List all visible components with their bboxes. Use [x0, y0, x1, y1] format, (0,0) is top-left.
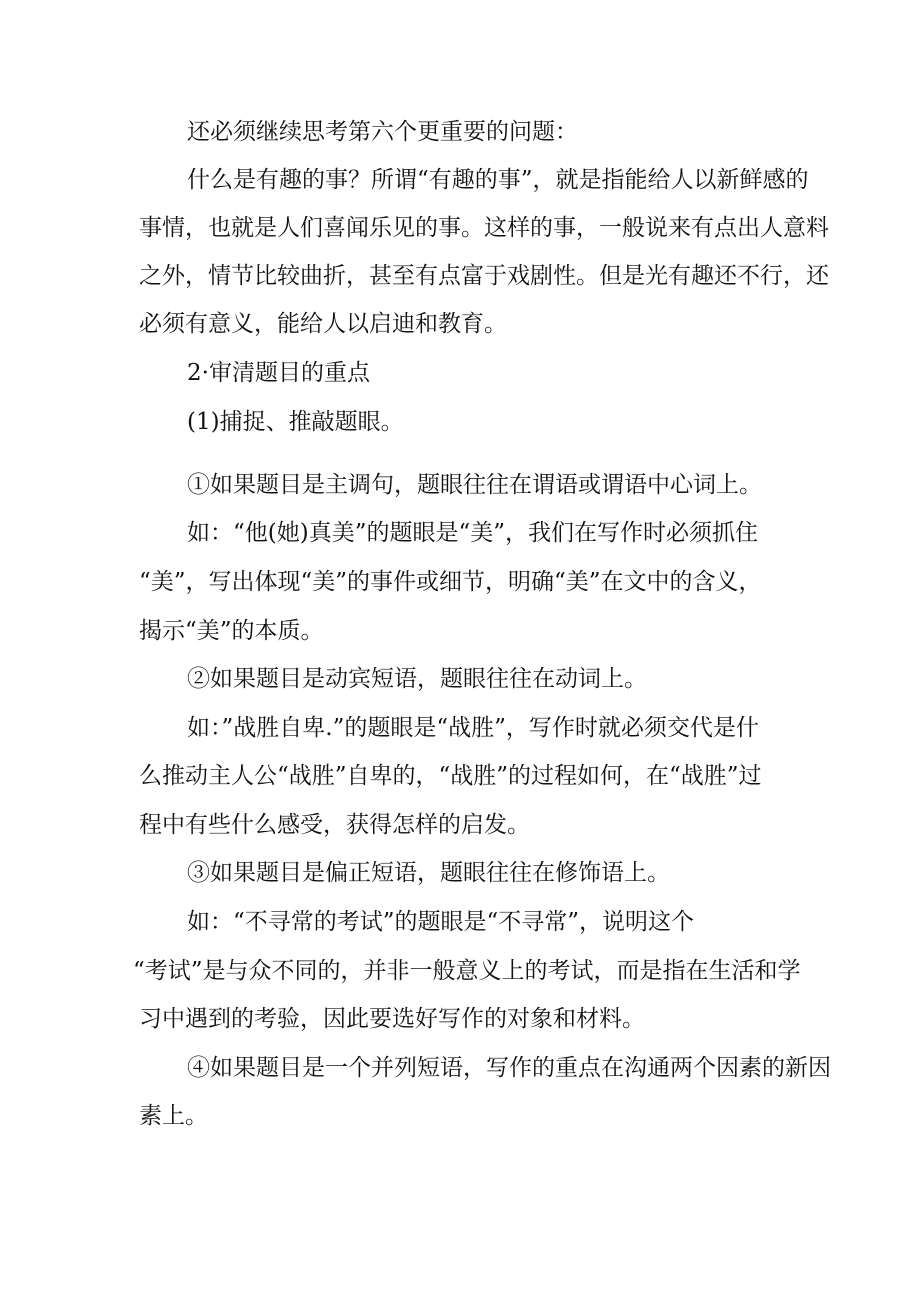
paragraph-line: 事情，也就是人们喜闻乐见的事。这样的事，一般说来有点出人意料	[139, 215, 829, 241]
paragraph-line: 如：”战胜自卑.”的题眼是“战胜”，写作时就必须交代是什	[187, 715, 759, 741]
section-heading: 2·审清题目的重点	[187, 360, 370, 386]
paragraph-line: 揭示“美”的本质。	[139, 618, 324, 644]
paragraph-line: 如：“不寻常的考试”的题眼是“不寻常”，说明这个	[187, 909, 695, 935]
paragraph-line: 还必须继续思考第六个更重要的问题：	[187, 119, 578, 145]
paragraph-line: 之外，情节比较曲折，甚至有点富于戏剧性。但是光有趣还不行，还	[139, 263, 829, 289]
subsection-heading: (1)捕捉、推敲题眼。	[187, 409, 404, 435]
paragraph-line: 什么是有趣的事？所谓“有趣的事”，就是指能给人以新鲜感的	[187, 167, 809, 193]
paragraph-line: 如：“他(她)真美”的题眼是“美”，我们在写作时必须抓住	[187, 520, 758, 546]
paragraph-line: 程中有些什么感受，获得怎样的启发。	[139, 812, 530, 838]
paragraph-line: ②如果题目是动宾短语，题眼往往在动词上。	[187, 666, 647, 692]
paragraph-line: “美”，写出体现“美”的事件或细节，明确“美”在文中的含义，	[139, 569, 762, 595]
paragraph-line: 习中遇到的考验，因此要选好写作的对象和材料。	[139, 1006, 645, 1032]
paragraph-line: ①如果题目是主调句，题眼往往在谓语或谓语中心词上。	[187, 472, 762, 498]
paragraph-line: 必须有意义，能给人以启迪和教育。	[139, 311, 507, 337]
paragraph-line: ③如果题目是偏正短语，题眼往往在修饰语上。	[187, 860, 670, 886]
paragraph-line: 素上。	[139, 1103, 208, 1129]
paragraph-line: ④如果题目是一个并列短语，写作的重点在沟通两个因素的新因	[187, 1055, 831, 1081]
paragraph-line: “考试”是与众不同的，并非一般意义上的考试，而是指在生活和学	[133, 958, 801, 984]
paragraph-line: 么推动主人公“战胜”自卑的，“战胜”的过程如何，在“战胜”过	[139, 763, 762, 789]
